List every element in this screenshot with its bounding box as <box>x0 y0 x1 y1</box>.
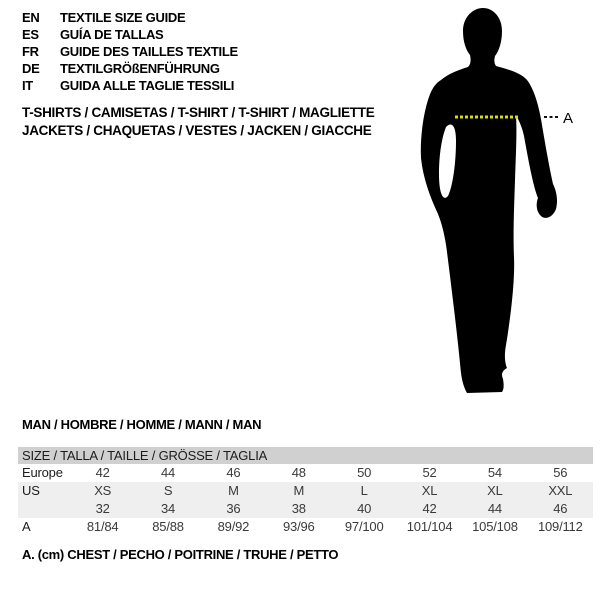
category-line-jackets: JACKETS / CHAQUETAS / VESTES / JACKEN / GIACCHE <box>22 123 372 138</box>
size-cell: 42 <box>422 501 437 516</box>
size-cell: L <box>360 483 368 498</box>
section-title-man: MAN / HOMBRE / HOMME / MANN / MAN <box>22 417 262 432</box>
size-cell: 40 <box>357 501 372 516</box>
size-cell: 34 <box>161 501 176 516</box>
language-label: TEXTILGRÖßENFÜHRUNG <box>60 61 220 76</box>
size-cell: 44 <box>487 501 502 516</box>
language-code: ES <box>22 27 39 42</box>
size-cell: 44 <box>161 465 176 480</box>
size-cell: 48 <box>291 465 306 480</box>
size-cell: 56 <box>553 465 568 480</box>
size-table <box>18 447 593 536</box>
measure-label-a: A <box>563 110 574 127</box>
footnote-chest: A. (cm) CHEST / PECHO / POITRINE / TRUHE / PETTO <box>22 547 339 562</box>
size-cell: 36 <box>226 501 241 516</box>
size-cell: 97/100 <box>344 519 384 534</box>
size-cell: 54 <box>487 465 502 480</box>
table-header: SIZE / TALLA / TAILLE / GRÖSSE / TAGLIA <box>18 447 593 464</box>
size-cell: 42 <box>95 465 110 480</box>
table-row-numeric <box>18 500 593 518</box>
table-row-a-chest <box>18 518 593 536</box>
size-cell: XL <box>487 483 503 498</box>
size-cell: 101/104 <box>406 519 453 534</box>
row-label <box>18 500 70 518</box>
row-label: Europe <box>22 465 63 480</box>
language-row <box>22 26 238 43</box>
size-cell: 46 <box>553 501 568 516</box>
man-silhouette <box>421 8 557 393</box>
size-cell: XL <box>421 483 438 498</box>
row-label: A <box>22 519 31 534</box>
size-cell: 85/88 <box>152 519 184 534</box>
size-cell: 50 <box>357 465 372 480</box>
size-cell: 52 <box>422 465 437 480</box>
language-label: TEXTILE SIZE GUIDE <box>60 10 186 25</box>
size-cell: 46 <box>226 465 241 480</box>
size-cell: 93/96 <box>283 519 315 534</box>
size-cell: XS <box>94 483 112 498</box>
man-silhouette-figure <box>405 0 580 400</box>
size-cell: 32 <box>95 501 110 516</box>
language-code: IT <box>22 78 33 93</box>
language-label: GUÍA DE TALLAS <box>60 27 164 42</box>
language-list <box>22 9 238 94</box>
category-list <box>22 104 374 140</box>
category-line-tshirts: T-SHIRTS / CAMISETAS / T-SHIRT / T-SHIRT / MAGLIETTE <box>22 105 375 120</box>
language-code: FR <box>22 44 39 59</box>
row-label: US <box>22 483 40 498</box>
size-cell: 38 <box>291 501 306 516</box>
language-row <box>22 43 238 60</box>
table-row-europe <box>18 464 593 482</box>
size-cell: M <box>228 483 239 498</box>
size-cell: S <box>163 483 173 498</box>
language-label: GUIDA ALLE TAGLIE TESSILI <box>60 78 235 93</box>
language-label: GUIDE DES TAILLES TEXTILE <box>60 44 238 59</box>
language-row <box>22 77 238 94</box>
size-cell: 109/112 <box>537 519 583 534</box>
size-cell: M <box>293 483 305 498</box>
language-code: EN <box>22 10 40 25</box>
size-cell: 89/92 <box>217 519 250 534</box>
size-cell: 105/108 <box>472 519 518 534</box>
table-row-us <box>18 482 593 500</box>
size-cell: XXL <box>548 483 573 498</box>
size-cell: 81/84 <box>86 519 119 534</box>
language-row <box>22 9 238 26</box>
language-row <box>22 60 238 77</box>
language-code: DE <box>22 61 40 76</box>
